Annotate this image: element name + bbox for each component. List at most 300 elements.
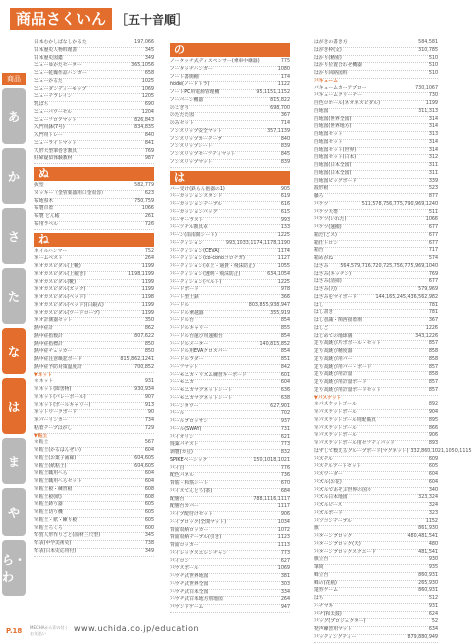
entry-name: パステルアートセット bbox=[314, 464, 362, 470]
entry-name: 廃棄パチスト bbox=[170, 442, 199, 448]
entry-name: バイスてんとう(茶) bbox=[170, 488, 213, 494]
entry-pages: 1055 bbox=[277, 264, 290, 269]
entry-name: 背面収納ロッカー bbox=[170, 527, 209, 533]
entry-pages: 608 bbox=[144, 494, 154, 500]
index-entry bbox=[34, 518, 154, 526]
entry-name: 白地図セット(日本) bbox=[314, 155, 357, 161]
index-entry bbox=[170, 272, 290, 280]
entry-name: ハーフマット bbox=[170, 364, 199, 370]
entry-pages: 1198 bbox=[141, 295, 154, 300]
entry-pages: 834,835 bbox=[134, 125, 154, 131]
index-entry bbox=[34, 63, 154, 71]
entry-pages: 605 bbox=[144, 502, 154, 508]
entry-pages: 604,605 bbox=[134, 463, 154, 469]
index-entry bbox=[170, 98, 290, 106]
entry-pages: 729 bbox=[144, 425, 154, 431]
entry-pages: 858 bbox=[428, 356, 438, 362]
entry-name: ノーバーン機器 bbox=[170, 97, 204, 103]
entry-name: ＊粘土板(紙) bbox=[34, 494, 62, 500]
entry-pages: 350 bbox=[144, 318, 154, 324]
entry-pages: 197,066 bbox=[134, 40, 154, 45]
entry-pages: 893 bbox=[428, 441, 438, 446]
index-entry bbox=[34, 71, 154, 79]
entry-pages: 931 bbox=[428, 603, 438, 609]
entry-name: パーカッションスタンド bbox=[170, 194, 223, 200]
entry-name: バケツ(いれた) bbox=[314, 217, 347, 223]
entry-name: ネームベスト bbox=[34, 256, 63, 262]
entry-pages: 905 bbox=[280, 186, 290, 192]
entry-name: はさみ(清掃) bbox=[314, 279, 342, 285]
entry-name: 布用ラベル bbox=[34, 221, 58, 227]
index-entry bbox=[170, 535, 290, 543]
entry-name: 日本歴史図鑑 bbox=[34, 55, 63, 61]
kana-tab-3[interactable]: た bbox=[2, 268, 26, 324]
entry-pages: 357,1139 bbox=[267, 128, 290, 134]
entry-name: 蜂立台 bbox=[314, 572, 329, 578]
entry-name: のみセット bbox=[170, 121, 194, 126]
section-heading: ぬ bbox=[34, 167, 154, 181]
index-entry bbox=[34, 334, 154, 342]
index-entry bbox=[314, 472, 438, 480]
entry-name: ネオカスピダル(ベッド)(日銀式) bbox=[34, 302, 104, 308]
entry-pages: 332,860,1021,1050,1115 bbox=[410, 448, 472, 454]
entry-pages: 1199 bbox=[141, 310, 154, 316]
entry-name: バケツ大帯 bbox=[314, 209, 338, 215]
index-subtitle: ［五十音順］ bbox=[116, 12, 189, 27]
entry-name: 発声練習用マット bbox=[314, 627, 353, 632]
entry-name: はさみ bbox=[314, 263, 329, 269]
entry-name: バウンドゲーム bbox=[170, 605, 204, 610]
index-entry bbox=[314, 441, 438, 449]
entry-pages: 1199 bbox=[141, 264, 154, 269]
entry-name: バール bbox=[170, 411, 185, 417]
index-entry bbox=[314, 202, 438, 210]
entry-pages: 726 bbox=[144, 221, 154, 227]
entry-pages: 311,313 bbox=[418, 108, 438, 114]
entry-pages: 854 bbox=[280, 318, 290, 324]
entry-pages: 677 bbox=[428, 225, 438, 230]
entry-pages: 775 bbox=[280, 59, 290, 64]
entry-name: パーカッションバッグ bbox=[170, 209, 218, 215]
index-entry bbox=[314, 326, 438, 334]
entry-name: 熱中症指標計 bbox=[34, 341, 63, 347]
website-url[interactable]: www.uchida.co.jp/education bbox=[74, 624, 200, 633]
entry-name: はがきの書き方 bbox=[314, 40, 348, 45]
entry-name: のたたた図 bbox=[170, 113, 194, 119]
index-entry bbox=[170, 349, 290, 357]
index-entry bbox=[34, 349, 154, 357]
index-entry bbox=[34, 125, 154, 133]
entry-pages: 619 bbox=[280, 194, 290, 200]
entry-pages: 1066 bbox=[425, 217, 438, 223]
index-entry bbox=[170, 380, 290, 388]
entry-name: 蜂の(花瓶) bbox=[314, 580, 337, 586]
index-entry bbox=[314, 171, 438, 179]
entry-pages: 95,1151,1152 bbox=[256, 90, 290, 95]
entry-name: バー受け(鉄らん抱器の1) bbox=[170, 186, 225, 192]
entry-pages: 1225 bbox=[277, 279, 290, 285]
entry-pages: 343,1226 bbox=[415, 333, 438, 339]
kana-tab-6[interactable]: ま bbox=[2, 438, 26, 484]
index-entry bbox=[314, 186, 438, 194]
entry-name: 乳ばち bbox=[34, 102, 49, 107]
index-entry bbox=[314, 163, 438, 171]
entry-name: はがき枠(文) bbox=[314, 47, 342, 53]
entry-pages: 776 bbox=[280, 465, 290, 471]
entry-name: ネオカスピダル(上靴) bbox=[34, 264, 81, 269]
index-entry bbox=[314, 287, 438, 295]
index-entry bbox=[170, 574, 290, 582]
index-entry bbox=[170, 59, 290, 67]
entry-name: 剥製(カ豆) bbox=[170, 450, 193, 455]
entry-pages: 857 bbox=[428, 364, 438, 370]
index-entry bbox=[170, 481, 290, 489]
entry-name: 熱中症指数計 bbox=[34, 333, 63, 339]
index-entry bbox=[34, 191, 154, 199]
index-entry bbox=[34, 40, 154, 48]
entry-pages: 604 bbox=[280, 380, 290, 386]
subsection-label: ▼バスケット bbox=[314, 395, 342, 401]
entry-pages: 367 bbox=[428, 318, 438, 323]
entry-pages: 314 bbox=[428, 147, 438, 153]
entry-pages: 481,541 bbox=[418, 549, 438, 555]
index-entry bbox=[314, 596, 438, 604]
index-entry bbox=[34, 79, 154, 87]
section-heading: は bbox=[170, 171, 290, 185]
entry-pages: 623 bbox=[144, 190, 154, 196]
entry-pages: 381 bbox=[280, 574, 290, 579]
entry-name: バール(SWAY) bbox=[170, 426, 202, 432]
entry-name: はさみ(キッチン) bbox=[314, 271, 351, 277]
entry-pages: 601 bbox=[280, 372, 290, 378]
index-entry bbox=[314, 410, 438, 418]
entry-name: はしご bbox=[314, 325, 329, 331]
entry-name: ＊粘土職用へら bbox=[34, 471, 68, 477]
index-entry bbox=[170, 388, 290, 396]
entry-pages: 150,1018,1021 bbox=[253, 457, 290, 463]
entry-pages: 324 bbox=[428, 503, 438, 508]
entry-pages: 616 bbox=[280, 202, 290, 207]
index-entry bbox=[34, 533, 154, 541]
kana-tab-2[interactable]: さ bbox=[2, 208, 26, 264]
index-entry bbox=[314, 140, 438, 148]
entry-pages: 781 bbox=[428, 302, 438, 308]
index-entry bbox=[314, 372, 438, 380]
entry-name: 道券ゲーム bbox=[314, 588, 338, 594]
entry-pages: 510 bbox=[428, 71, 438, 76]
entry-pages: 858 bbox=[428, 349, 438, 354]
index-entry bbox=[170, 357, 290, 365]
entry-pages: 851 bbox=[280, 357, 290, 362]
entry-name: ネイルハンマー bbox=[34, 248, 68, 254]
entry-name: ニューライトマット bbox=[34, 140, 77, 146]
entry-pages: 133 bbox=[280, 225, 290, 231]
entry-pages: 717 bbox=[428, 248, 438, 254]
index-entry bbox=[314, 40, 438, 48]
entry-pages: 1080 bbox=[277, 66, 290, 72]
entry-name: 走り高跳び用計量 bbox=[314, 372, 353, 378]
kana-tab-5[interactable]: は bbox=[2, 378, 26, 434]
entry-name: はさみをマイボード bbox=[314, 294, 358, 300]
entry-name: ニューパワーセル bbox=[34, 109, 73, 115]
index-column-1 bbox=[34, 40, 154, 557]
entry-pages: 855 bbox=[280, 326, 290, 331]
entry-pages: 839 bbox=[280, 159, 290, 165]
entry-pages: 857 bbox=[428, 341, 438, 347]
entry-pages: 937 bbox=[280, 419, 290, 424]
entry-name: ＊バスケットゴール bbox=[314, 402, 357, 408]
entry-name: ＊粘土(かるほんぜい) bbox=[34, 448, 81, 453]
entry-pages: 314 bbox=[428, 116, 438, 122]
entry-name: ノータッチハンガー bbox=[170, 66, 213, 72]
entry-pages: 313 bbox=[428, 132, 438, 137]
entry-name: ノータッチ式ディスペンサー(乗車中継器) bbox=[170, 59, 260, 64]
entry-name: はずして数えるグループボード(マグネット) bbox=[314, 448, 409, 454]
entry-name: パーカッションテーブル bbox=[170, 202, 223, 207]
index-entry bbox=[170, 458, 290, 466]
index-entry bbox=[170, 427, 290, 435]
entry-name: はさみ(刃) bbox=[314, 287, 337, 292]
entry-name: 白地図セット bbox=[314, 132, 343, 137]
index-entry bbox=[314, 194, 438, 202]
entry-pages: 658 bbox=[144, 71, 154, 76]
entry-pages: 877 bbox=[428, 194, 438, 199]
index-entry bbox=[314, 402, 438, 410]
entry-name: パターンブロック(大) bbox=[314, 541, 361, 547]
entry-name: バイロン bbox=[170, 558, 190, 564]
entry-name: はかり回路図料 bbox=[314, 71, 348, 76]
index-entry bbox=[34, 48, 154, 56]
kana-tab-8[interactable]: ら・わ bbox=[2, 540, 26, 596]
index-column-2 bbox=[170, 40, 290, 613]
entry-pages: 638 bbox=[280, 395, 290, 401]
entry-pages: 604 bbox=[428, 472, 438, 477]
entry-pages: 677 bbox=[428, 279, 438, 285]
entry-name: 白地図(世界地方) bbox=[314, 124, 352, 130]
entry-name: 白地図(世界全図) bbox=[314, 116, 352, 122]
index-entry bbox=[314, 388, 438, 396]
entry-name: バケツ bbox=[314, 201, 329, 207]
entry-name: バキュームカーアプロー bbox=[314, 85, 367, 91]
subsection-label: ▼ネット bbox=[34, 372, 53, 378]
entry-name: ＊ネット(ボールキャリー) bbox=[34, 402, 91, 408]
index-entry bbox=[170, 504, 290, 512]
entry-pages: 857 bbox=[428, 380, 438, 385]
index-entry bbox=[170, 411, 290, 419]
index-entry bbox=[314, 542, 438, 550]
entry-name: 白地図(日本全図) bbox=[314, 163, 352, 168]
entry-name: バチ(和太鼓) bbox=[314, 611, 342, 617]
index-entry bbox=[34, 387, 154, 395]
entry-name: パーティション(CEVA) bbox=[170, 248, 220, 254]
entry-pages: 349 bbox=[144, 548, 154, 554]
entry-pages: 993,1033,1174,1178,1190 bbox=[225, 240, 290, 246]
entry-name: 入門用鉢(7号) bbox=[34, 125, 65, 131]
index-entry bbox=[314, 310, 438, 318]
index-entry bbox=[34, 440, 154, 448]
index-entry bbox=[314, 588, 438, 596]
entry-pages: 866 bbox=[428, 425, 438, 431]
index-entry bbox=[170, 256, 290, 264]
entry-name: 走り高跳び用計量ボードセット bbox=[314, 387, 382, 393]
entry-pages: 730 bbox=[428, 93, 438, 99]
index-entry bbox=[34, 410, 154, 418]
index-entry bbox=[34, 94, 154, 102]
entry-name: 走り高跳び片ボボール・セット bbox=[314, 341, 382, 347]
index-entry bbox=[314, 604, 438, 612]
index-entry bbox=[34, 448, 154, 456]
entry-pages: 781 bbox=[428, 310, 438, 316]
entry-pages: 993 bbox=[280, 217, 290, 223]
index-entry bbox=[170, 512, 290, 520]
index-entry bbox=[34, 156, 154, 164]
index-entry bbox=[170, 160, 290, 168]
entry-pages: 1127 bbox=[277, 256, 290, 262]
entry-name: パズルピース bbox=[314, 503, 343, 508]
index-entry bbox=[34, 487, 154, 495]
entry-pages: 140,815,852 bbox=[259, 341, 290, 347]
entry-pages: 815,822 bbox=[270, 97, 290, 103]
entry-pages: 510 bbox=[428, 63, 438, 69]
entry-pages: 311 bbox=[428, 163, 438, 168]
entry-name: 布製 どん帳 bbox=[34, 214, 60, 219]
entry-pages: 769 bbox=[144, 148, 154, 154]
entry-pages: 839 bbox=[280, 144, 290, 150]
index-entry bbox=[314, 109, 438, 117]
kana-tab-1[interactable]: か bbox=[2, 148, 26, 204]
entry-name: バイオリン bbox=[170, 434, 194, 440]
entry-pages: 832 bbox=[280, 450, 290, 455]
index-entry bbox=[314, 464, 438, 472]
entry-name: ＊粘土(紙粘土) bbox=[34, 463, 67, 469]
entry-pages: 480 bbox=[428, 541, 438, 547]
entry-name: パウスボール bbox=[170, 566, 199, 572]
entry-name: ＊バスケットボール用セフティバッド bbox=[314, 441, 395, 446]
entry-pages: 935 bbox=[428, 565, 438, 570]
entry-pages: 303 bbox=[280, 581, 290, 587]
index-entry bbox=[170, 303, 290, 311]
entry-pages: 264 bbox=[280, 597, 290, 603]
entry-name: ハードル乗越器 bbox=[170, 310, 204, 316]
index-entry bbox=[170, 489, 290, 497]
index-entry bbox=[34, 549, 154, 557]
index-entry bbox=[314, 357, 438, 365]
index-entry bbox=[34, 272, 154, 280]
index-entry bbox=[34, 318, 154, 326]
index-entry bbox=[314, 295, 438, 303]
entry-name: ハウチ式世界地図 bbox=[170, 574, 209, 579]
entry-name: パーティション(透明・飛沫防止) bbox=[170, 271, 241, 277]
entry-name: パーティション bbox=[170, 240, 204, 246]
index-entry bbox=[34, 264, 154, 272]
entry-pages: 1199 bbox=[141, 302, 154, 308]
index-entry bbox=[170, 241, 290, 249]
entry-pages: 714 bbox=[280, 121, 290, 126]
entry-name: バールブロッサン bbox=[170, 419, 208, 424]
entry-name: パターンブロック bbox=[314, 534, 353, 539]
index-entry bbox=[34, 471, 154, 479]
entry-name: はし書き bbox=[314, 310, 334, 316]
entry-name: 筆筒 bbox=[314, 565, 324, 570]
entry-name: ハードル台運び用運搬台 bbox=[170, 333, 223, 339]
entry-name: ネオカスピダル(靴) bbox=[34, 279, 76, 285]
entry-pages: 698,700 bbox=[270, 105, 290, 111]
entry-name: はかり位置合わせ機器 bbox=[314, 63, 362, 69]
entry-pages: 1205 bbox=[141, 94, 154, 100]
entry-name: SPIKEベーシック bbox=[170, 457, 208, 463]
entry-name: ＊バスケットボール bbox=[314, 433, 357, 439]
index-entry bbox=[314, 179, 438, 187]
entry-name: バキュームクリーナー bbox=[314, 93, 362, 99]
entry-pages: 769 bbox=[428, 271, 438, 277]
entry-name: ハードボード bbox=[170, 287, 199, 293]
entry-name: 背面ロッカー bbox=[170, 543, 199, 548]
index-entry bbox=[34, 206, 154, 214]
index-title: 商品さくいん bbox=[10, 8, 112, 30]
entry-pages: 604,605 bbox=[134, 455, 154, 461]
index-entry bbox=[170, 202, 290, 210]
kana-tab-0[interactable]: あ bbox=[2, 88, 26, 144]
entry-name: ハート型土鋏 bbox=[170, 295, 199, 300]
entry-name: パーソナル教具卓 bbox=[170, 225, 208, 231]
entry-pages: 730,1067 bbox=[415, 85, 438, 91]
entry-name: 白地図 bbox=[314, 108, 329, 114]
entry-pages: 1199 bbox=[141, 279, 154, 285]
entry-pages: 879,880,949 bbox=[407, 634, 438, 640]
entry-pages: 1152 bbox=[425, 518, 438, 524]
index-entry bbox=[34, 456, 154, 464]
entry-pages: 752 bbox=[144, 248, 154, 254]
entry-pages: 567 bbox=[144, 440, 154, 446]
entry-name: 背筋・和筋シート bbox=[170, 481, 209, 486]
entry-pages: 510 bbox=[428, 55, 438, 61]
entry-pages: 931 bbox=[144, 379, 154, 385]
entry-pages: 265,930 bbox=[418, 580, 438, 586]
entry-pages: 1069 bbox=[277, 566, 290, 572]
entry-pages: 636 bbox=[280, 388, 290, 393]
entry-name: ＊ネット(バレーボール) bbox=[34, 394, 86, 400]
entry-pages: 1034 bbox=[277, 519, 290, 525]
kana-tab-7[interactable]: や bbox=[2, 488, 26, 536]
entry-name: ハードル台 bbox=[170, 318, 194, 324]
entry-pages: 310,785 bbox=[418, 47, 438, 53]
entry-pages: 815,862,1241 bbox=[120, 357, 154, 362]
index-entry bbox=[34, 365, 154, 373]
entry-pages: 670 bbox=[280, 481, 290, 486]
entry-pages: 677 bbox=[428, 232, 438, 238]
entry-name: ハーモニカマグネットシート bbox=[170, 395, 233, 401]
entry-name: ノンスリップマット bbox=[170, 159, 213, 165]
entry-name: 年賀人形作りごと(面材三尺型) bbox=[34, 533, 101, 539]
index-entry bbox=[314, 565, 438, 573]
index-column-3 bbox=[314, 40, 472, 643]
entry-pages: 860,931 bbox=[418, 572, 438, 578]
index-entry bbox=[314, 155, 438, 163]
index-entry bbox=[170, 210, 290, 218]
entry-name: 走り高跳び用バー・ボード bbox=[314, 364, 372, 370]
entry-pages: 311 bbox=[428, 170, 438, 176]
index-entry bbox=[314, 248, 438, 256]
kana-tab-4[interactable]: な bbox=[2, 328, 26, 374]
entry-name: 熱中症計 bbox=[34, 326, 54, 331]
entry-name: ＊粘土職用へらセット bbox=[34, 479, 82, 484]
entry-name: ハーモニカ bbox=[170, 380, 194, 386]
entry-name: ニューダンディーモップ bbox=[34, 86, 87, 92]
entry-name: 布地県木 bbox=[34, 198, 54, 204]
entry-pages: 264 bbox=[144, 256, 154, 262]
entry-pages: 850 bbox=[144, 341, 154, 347]
entry-name: 箱仕トロン bbox=[314, 240, 338, 246]
